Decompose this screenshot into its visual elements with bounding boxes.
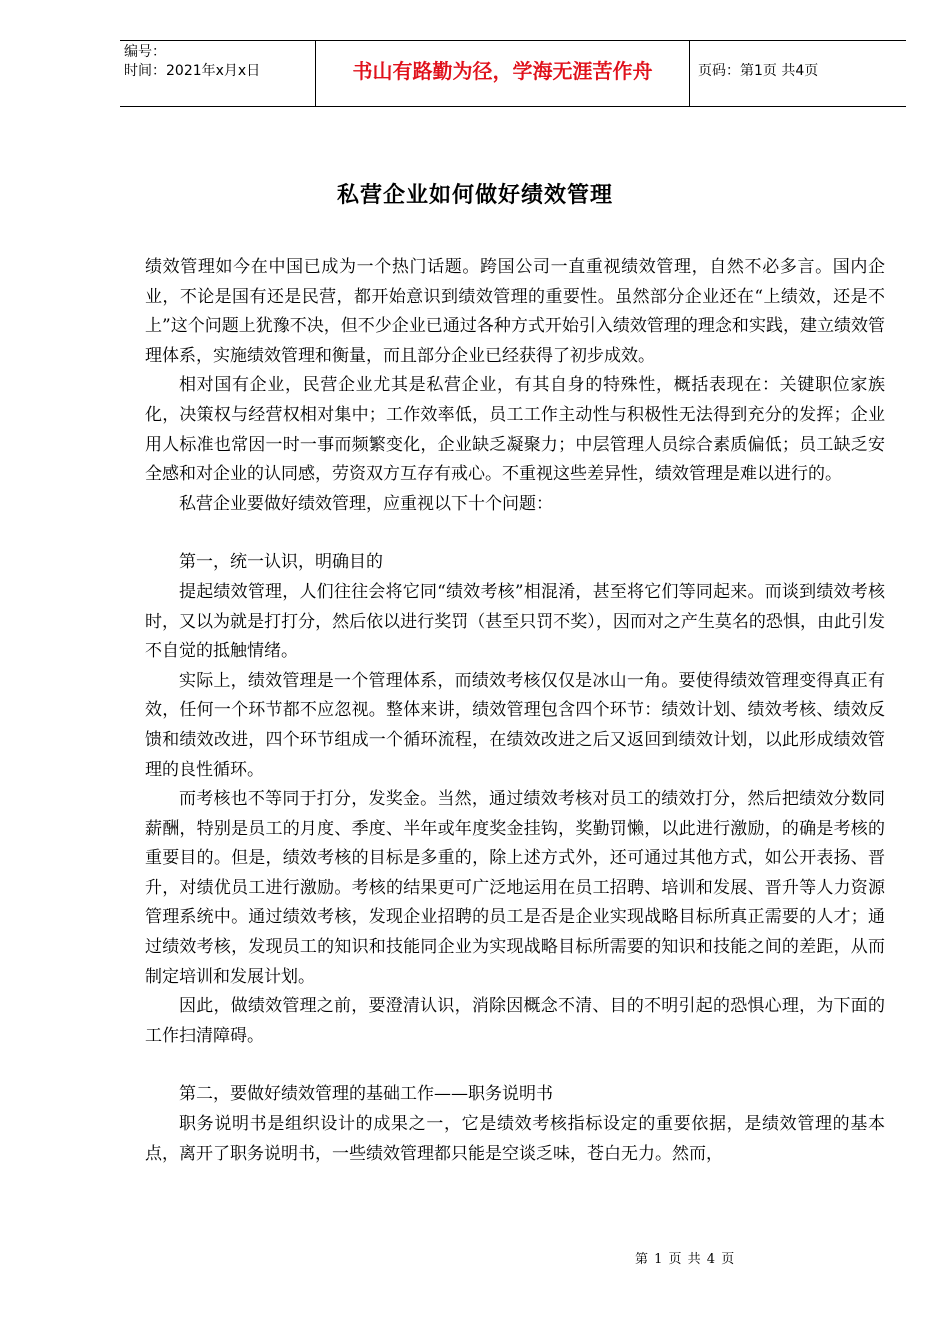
header-page-info: 页码：第1页 共4页 <box>698 62 819 79</box>
paragraph-ten-questions: 私营企业要做好绩效管理，应重视以下十个问题： <box>179 493 553 514</box>
document-header <box>120 40 906 107</box>
paragraph-s1-2: 实际上，绩效管理是一个管理体系，而绩效考核仅仅是冰山一角。要使得绩效管理变得真正有效，任何一个环节都不应忽视。整体来讲，绩效管理包含四个环节：绩效计划、绩效考核、绩效反馈和绩效改进，四个环节组成一个循环流程，在绩效改进之后又返回到绩效计划，以此形成绩效管理的良性循环。 <box>145 670 885 780</box>
section-heading-1: 第一，统一认识，明确目的 <box>179 552 383 573</box>
paragraph-s2-1: 职务说明书是组织设计的成果之一，它是绩效考核指标设定的重要依据，是绩效管理的基本点，离开了职务说明书，一些绩效管理都只能是空谈乏味，苍白无力。然而， <box>145 1114 885 1164</box>
time-label: 时间：2021年x月x日 <box>124 63 261 79</box>
page-footer: 第 1 页 共 4 页 <box>635 1252 736 1267</box>
header-meta <box>120 41 316 106</box>
paragraph-characteristics: 相对国有企业，民营企业尤其是私营企业，有其自身的特殊性，概括表现在：关键职位家族化，决策权与经营权相对集中；工作效率低，员工工作主动性与积极性无法得到充分的发挥；企业用人标准也常因一时一事而频繁变化，企业缺乏凝聚力；中层管理人员综合素质偏低；员工缺乏安全感和对企业的认同感，劳资双方互存有戒心。不重视这些差异性，绩效管理是难以进行的。 <box>145 375 885 485</box>
paragraph-s1-1: 提起绩效管理，人们往往会将它同“绩效考核”相混淆，甚至将它们等同起来。而谈到绩效考核时，又以为就是打打分，然后依以进行奖罚（甚至只罚不奖），因而对之产生莫名的恐惧，由此引发不自觉的抵触情绪。 <box>145 581 885 662</box>
number-label: 编号： <box>124 44 166 60</box>
paragraph-s1-3: 而考核也不等同于打分，发奖金。当然，通过绩效考核对员工的绩效打分，然后把绩效分数同薪酬，特别是员工的月度、季度、半年或年度奖金挂钩，奖勤罚懒，以此进行激励，的确是考核的重要目的。但是，绩效考核的目标是多重的，除上述方式外，还可通过其他方式，如公开表扬、晋升，对绩优员工进行激励。考核的结果更可广泛地运用在员工招聘、培训和发展、晋升等人力资源管理系统中。通过绩效考核，发现企业招聘的员工是否是企业实现战略目标所真正需要的人才；通过绩效考核，发现员工的知识和技能同企业为实现战略目标所需要的知识和技能之间的差距，从而制定培训和发展计划。 <box>145 789 885 987</box>
header-motto: 书山有路勤为径，学海无涯苦作舟 <box>316 41 690 106</box>
document-title: 私营企业如何做好绩效管理 <box>336 183 613 208</box>
document-body <box>145 253 885 1169</box>
section-heading-2: 第二，要做好绩效管理的基础工作——职务说明书 <box>179 1084 553 1105</box>
paragraph-intro: 绩效管理如今在中国已成为一个热门话题。跨国公司一直重视绩效管理，自然不必多言。国内企业，不论是国有还是民营，都开始意识到绩效管理的重要性。虽然部分企业还在“上绩效，还是不上”这个问题上犹豫不决，但不少企业已通过各种方式开始引入绩效管理的理念和实践，建立绩效管理体系，实施绩效管理和衡量，而且部分企业已经获得了初步成效。 <box>145 257 885 366</box>
paragraph-s1-4: 因此，做绩效管理之前，要澄清认识，消除因概念不清、目的不明引起的恐惧心理，为下面的工作扫清障碍。 <box>145 996 885 1046</box>
